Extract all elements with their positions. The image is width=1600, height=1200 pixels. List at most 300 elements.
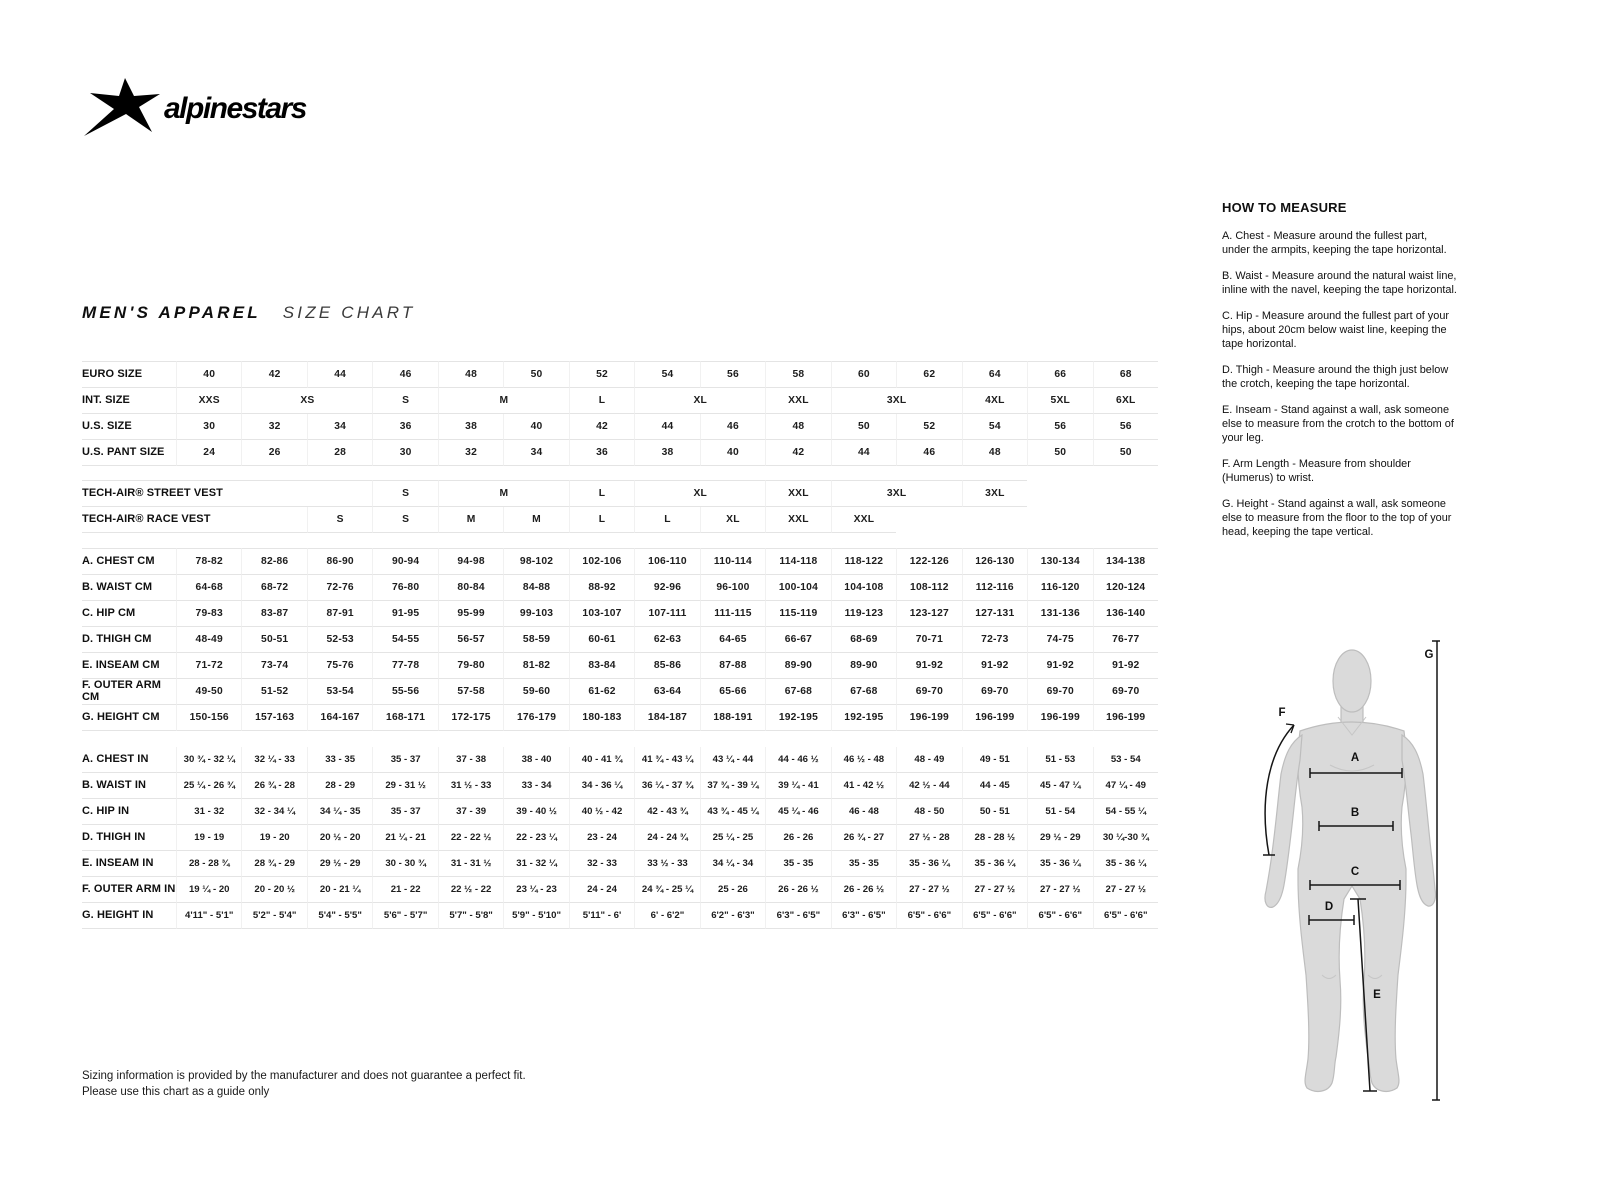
row-label: A. CHEST CM [82, 548, 176, 575]
table-cell: L [569, 480, 634, 507]
table-cell: 84-88 [503, 575, 568, 601]
table-cell: 76-77 [1093, 627, 1158, 653]
table-cell: 6XL [1093, 388, 1158, 414]
table-cell: 35 - 36 ¼ [962, 851, 1027, 877]
table-cell: 26 - 26 [765, 825, 830, 851]
table-cell: 5XL [1027, 388, 1092, 414]
table-cell: 89-90 [831, 653, 896, 679]
table-cell: 51-52 [241, 679, 306, 705]
table-cell: 24 [176, 440, 241, 466]
table-cell: 42 [241, 361, 306, 388]
table-cell: 56 [1027, 414, 1092, 440]
table-cell: 44 [307, 361, 372, 388]
table-cell: 136-140 [1093, 601, 1158, 627]
table-cell: 123-127 [896, 601, 961, 627]
table-cell: S [372, 507, 437, 533]
table-cell: 45 - 47 ¼ [1027, 773, 1092, 799]
table-cell: 91-92 [1027, 653, 1092, 679]
footer-line2: Please use this chart as a guide only [82, 1086, 270, 1098]
table-cell: 45 ¼ - 46 [765, 799, 830, 825]
table-cell: 49 - 51 [962, 747, 1027, 773]
table-cell: 29 - 31 ½ [372, 773, 437, 799]
silhouette-torso-legs [1298, 722, 1406, 1091]
table-cell: 41 - 42 ½ [831, 773, 896, 799]
table-cell: 114-118 [765, 548, 830, 575]
table-cell: 25 - 26 [700, 877, 765, 903]
table-cell: XXL [831, 507, 896, 533]
table-cell: 35 - 36 ¼ [1093, 851, 1158, 877]
table-cell: 88-92 [569, 575, 634, 601]
table-cell: 62 [896, 361, 961, 388]
table-cell: 22 ½ - 22 [438, 877, 503, 903]
table-cell: 131-136 [1027, 601, 1092, 627]
table-cell: 91-92 [962, 653, 1027, 679]
table-cell: 67-68 [765, 679, 830, 705]
table-cell: 6'3" - 6'5" [831, 903, 896, 929]
row-label: C. HIP IN [82, 799, 176, 825]
table-cell: 25 ¼ - 26 ¾ [176, 773, 241, 799]
row-label: F. OUTER ARM CM [82, 679, 176, 705]
table-cell: 157-163 [241, 705, 306, 731]
table-row [82, 773, 1158, 799]
table-cell: 26 ¾ - 27 [831, 825, 896, 851]
table-cell: L [634, 507, 699, 533]
row-label: INT. SIZE [82, 388, 176, 414]
table-cell: 36 [569, 440, 634, 466]
table-row [82, 679, 1158, 705]
table-cell: 38 [634, 440, 699, 466]
table-cell: 50 - 51 [962, 799, 1027, 825]
table-cell: 91-92 [896, 653, 961, 679]
table-cell: 192-195 [831, 705, 896, 731]
table-row [82, 627, 1158, 653]
table-cell: 54 - 55 ¼ [1093, 799, 1158, 825]
table-cell: 56-57 [438, 627, 503, 653]
table-cell: 28 - 29 [307, 773, 372, 799]
table-cell: 36 [372, 414, 437, 440]
table-cell: 66 [1027, 361, 1092, 388]
row-label: B. WAIST IN [82, 773, 176, 799]
table-cell: 118-122 [831, 548, 896, 575]
table-cell: 66-67 [765, 627, 830, 653]
table-cell: 5'7" - 5'8" [438, 903, 503, 929]
table-cell: 63-64 [634, 679, 699, 705]
table-row [82, 877, 1158, 903]
table-cell: XL [700, 507, 765, 533]
table-cell: 100-104 [765, 575, 830, 601]
row-label: D. THIGH CM [82, 627, 176, 653]
table-cell: 30 ¾ - 32 ¼ [176, 747, 241, 773]
table-cell: 39 - 40 ½ [503, 799, 568, 825]
body-diagram [1230, 613, 1440, 1123]
silhouette-head [1333, 650, 1371, 712]
table-cell: 196-199 [1027, 705, 1092, 731]
table-cell: 40 [176, 361, 241, 388]
table-cell: 81-82 [503, 653, 568, 679]
table-cell: 19 - 19 [176, 825, 241, 851]
table-cell: 59-60 [503, 679, 568, 705]
table-cell: M [438, 388, 569, 414]
table-cell [1027, 480, 1158, 507]
table-cell: XL [634, 388, 765, 414]
table-cell: 95-99 [438, 601, 503, 627]
table-cell: 44 [831, 440, 896, 466]
table-cell: 47 ¼ - 49 [1093, 773, 1158, 799]
table-cell: 3XL [831, 480, 962, 507]
table-cell: 87-91 [307, 601, 372, 627]
table-cell: 31 - 31 ½ [438, 851, 503, 877]
table-cell: 19 ¼ - 20 [176, 877, 241, 903]
table-cell: 62-63 [634, 627, 699, 653]
table-cell: 57-58 [438, 679, 503, 705]
table-cell: S [307, 507, 372, 533]
table-cell: 56 [700, 361, 765, 388]
table-cell: 41 ¾ - 43 ¼ [634, 747, 699, 773]
table-cell: 44 - 46 ½ [765, 747, 830, 773]
table-cell: 94-98 [438, 548, 503, 575]
table-cell: XXL [765, 388, 830, 414]
table-cell: 83-84 [569, 653, 634, 679]
row-label: G. HEIGHT CM [82, 705, 176, 731]
table-cell: 73-74 [241, 653, 306, 679]
table-cell: 6'5" - 6'6" [1027, 903, 1092, 929]
measure-paragraph: D. Thigh - Measure around the thigh just below the crotch, keeping the tape horizontal. [1222, 364, 1449, 390]
title-main: MEN'S APPAREL [82, 303, 261, 322]
table-cell: 176-179 [503, 705, 568, 731]
table-row [82, 601, 1158, 627]
table-row [82, 653, 1158, 679]
row-label: U.S. SIZE [82, 414, 176, 440]
row-label: E. INSEAM IN [82, 851, 176, 877]
table-cell: 164-167 [307, 705, 372, 731]
table-cell: 85-86 [634, 653, 699, 679]
table-cell: 35 - 35 [765, 851, 830, 877]
table-cell: 127-131 [962, 601, 1027, 627]
table-cell: 188-191 [700, 705, 765, 731]
row-label: E. INSEAM CM [82, 653, 176, 679]
footer-line1: Sizing information is provided by the manufacturer and does not guarantee a perfect fit. [82, 1070, 526, 1082]
table-cell: 71-72 [176, 653, 241, 679]
table-cell: 30 [176, 414, 241, 440]
table-cell: 72-76 [307, 575, 372, 601]
table-cell: 70-71 [896, 627, 961, 653]
measure-paragraph: G. Height - Stand against a wall, ask someone else to measure from the floor to the top of your head, keeping the tape vertical. [1222, 498, 1452, 538]
table-cell: 172-175 [438, 705, 503, 731]
table-cell: 48-49 [176, 627, 241, 653]
logo [78, 74, 358, 140]
table-row [82, 851, 1158, 877]
table-cell: 64 [962, 361, 1027, 388]
row-label: B. WAIST CM [82, 575, 176, 601]
table-cell: 116-120 [1027, 575, 1092, 601]
table-cell: 27 ½ - 28 [896, 825, 961, 851]
table-cell: 55-56 [372, 679, 437, 705]
table-cell: 61-62 [569, 679, 634, 705]
table-cell: 122-126 [896, 548, 961, 575]
table-cell: 30 [372, 440, 437, 466]
table-cell: 31 - 32 ¼ [503, 851, 568, 877]
table-cell: 20 - 21 ¼ [307, 877, 372, 903]
table-cell: 83-87 [241, 601, 306, 627]
table-cell: 30 - 30 ¾ [372, 851, 437, 877]
table-cell: 3XL [962, 480, 1027, 507]
table-cell: 67-68 [831, 679, 896, 705]
table-row [82, 480, 1158, 507]
table-cell: 34 ¼ - 34 [700, 851, 765, 877]
table-cell: 40 [700, 440, 765, 466]
table-cell: 112-116 [962, 575, 1027, 601]
table-cell: 30 ¼-30 ¾ [1093, 825, 1158, 851]
row-label: G. HEIGHT IN [82, 903, 176, 929]
table-cell: 69-70 [962, 679, 1027, 705]
measure-panel [1222, 200, 1458, 552]
table-cell: 196-199 [962, 705, 1027, 731]
table-cell: 196-199 [896, 705, 961, 731]
table-cell: 32 [438, 440, 503, 466]
table-cell: 79-80 [438, 653, 503, 679]
table-cell: 60 [831, 361, 896, 388]
table-cell: 69-70 [896, 679, 961, 705]
table-cell: 196-199 [1093, 705, 1158, 731]
table-cell: 5'4" - 5'5" [307, 903, 372, 929]
table-cell: 65-66 [700, 679, 765, 705]
table-cell: 32 [241, 414, 306, 440]
table-row [82, 903, 1158, 929]
table-cell: 119-123 [831, 601, 896, 627]
table-cell: 80-84 [438, 575, 503, 601]
table-cell: 31 ½ - 33 [438, 773, 503, 799]
table-cell: 21 ¼ - 21 [372, 825, 437, 851]
table-cell: 51 - 53 [1027, 747, 1092, 773]
measure-paragraph: C. Hip - Measure around the fullest part of your hips, about 20cm below waist line, keeping the tape horizontal. [1222, 310, 1449, 350]
table-cell: 4'11" - 5'1" [176, 903, 241, 929]
table-cell: 26 - 26 ½ [765, 877, 830, 903]
table-group-in [82, 747, 1158, 929]
table-cell: 107-111 [634, 601, 699, 627]
table-cell: 58-59 [503, 627, 568, 653]
table-cell: 35 - 37 [372, 747, 437, 773]
table-cell: 37 - 39 [438, 799, 503, 825]
table-cell: 27 - 27 ½ [1093, 877, 1158, 903]
table-cell: 5'6" - 5'7" [372, 903, 437, 929]
table-cell: 39 ¼ - 41 [765, 773, 830, 799]
table-cell: S [372, 480, 437, 507]
table-cell: 54 [962, 414, 1027, 440]
table-cell: 64-65 [700, 627, 765, 653]
row-label: C. HIP CM [82, 601, 176, 627]
table-cell: XS [241, 388, 372, 414]
table-group-cm [82, 548, 1158, 731]
table-cell: 50 [1027, 440, 1092, 466]
table-cell: 27 - 27 ½ [1027, 877, 1092, 903]
table-cell: 102-106 [569, 548, 634, 575]
table-cell: 51 - 54 [1027, 799, 1092, 825]
table-cell: 69-70 [1027, 679, 1092, 705]
table-cell: 6'3" - 6'5" [765, 903, 830, 929]
table-cell: 126-130 [962, 548, 1027, 575]
measure-label-a: A [1350, 752, 1360, 764]
table-cell: 120-124 [1093, 575, 1158, 601]
table-cell: 150-156 [176, 705, 241, 731]
table-cell: 4XL [962, 388, 1027, 414]
table-cell: 21 - 22 [372, 877, 437, 903]
table-cell: M [438, 480, 569, 507]
table-cell: 130-134 [1027, 548, 1092, 575]
table-cell: 43 ¼ - 44 [700, 747, 765, 773]
table-cell: 42 [765, 440, 830, 466]
table-cell: 52 [569, 361, 634, 388]
table-cell: 86-90 [307, 548, 372, 575]
table-cell: 28 - 28 ½ [962, 825, 1027, 851]
row-label: F. OUTER ARM IN [82, 877, 176, 903]
table-cell: 6'5" - 6'6" [896, 903, 961, 929]
table-row [82, 705, 1158, 731]
table-cell: 29 ½ - 29 [1027, 825, 1092, 851]
table-cell: 35 - 36 ¼ [896, 851, 961, 877]
row-label: A. CHEST IN [82, 747, 176, 773]
table-cell: 77-78 [372, 653, 437, 679]
table-cell: 26 - 26 ½ [831, 877, 896, 903]
table-cell: 24 - 24 [569, 877, 634, 903]
table-group-sizes [82, 361, 1158, 466]
table-cell: 35 - 36 ¼ [1027, 851, 1092, 877]
table-cell: 6'5" - 6'6" [1093, 903, 1158, 929]
table-cell: 184-187 [634, 705, 699, 731]
table-cell: 92-96 [634, 575, 699, 601]
table-cell: 96-100 [700, 575, 765, 601]
table-cell: 50-51 [241, 627, 306, 653]
table-cell [176, 507, 307, 533]
table-cell: 52-53 [307, 627, 372, 653]
table-row [82, 799, 1158, 825]
table-cell: 35 - 35 [831, 851, 896, 877]
silhouette-left-arm [1265, 735, 1302, 907]
row-label: TECH-AIR® STREET VEST [82, 480, 176, 507]
table-cell: 103-107 [569, 601, 634, 627]
table-cell: 54-55 [372, 627, 437, 653]
table-cell: 74-75 [1027, 627, 1092, 653]
table-cell: 27 - 27 ½ [896, 877, 961, 903]
table-row [82, 575, 1158, 601]
table-cell: 20 - 20 ½ [241, 877, 306, 903]
measure-label-g: G [1424, 649, 1434, 661]
table-cell: 68-69 [831, 627, 896, 653]
table-cell: 34 - 36 ¼ [569, 773, 634, 799]
table-cell: 5'11" - 6' [569, 903, 634, 929]
table-cell: M [503, 507, 568, 533]
table-cell: 72-73 [962, 627, 1027, 653]
table-cell: 78-82 [176, 548, 241, 575]
table-cell: 42 - 43 ¾ [634, 799, 699, 825]
table-cell: 42 ½ - 44 [896, 773, 961, 799]
table-cell: 26 ¾ - 28 [241, 773, 306, 799]
table-cell: 23 ¼ - 23 [503, 877, 568, 903]
measure-paragraph: F. Arm Length - Measure from shoulder (Humerus) to wrist. [1222, 458, 1411, 484]
table-cell: 33 ½ - 33 [634, 851, 699, 877]
table-cell: S [372, 388, 437, 414]
table-cell: 98-102 [503, 548, 568, 575]
row-label: U.S. PANT SIZE [82, 440, 176, 466]
table-cell: 46 ½ - 48 [831, 747, 896, 773]
silhouette-right-arm [1402, 735, 1436, 906]
table-cell: 27 - 27 ½ [962, 877, 1027, 903]
table-cell: XL [634, 480, 765, 507]
table-cell: 28 [307, 440, 372, 466]
table-cell [896, 507, 1158, 533]
table-cell: L [569, 388, 634, 414]
table-cell: 50 [1093, 440, 1158, 466]
table-cell: 53 - 54 [1093, 747, 1158, 773]
footer-disclaimer [82, 1068, 526, 1100]
table-cell: 48 - 50 [896, 799, 961, 825]
table-cell: 19 - 20 [241, 825, 306, 851]
table-cell: 48 - 49 [896, 747, 961, 773]
table-cell: 111-115 [700, 601, 765, 627]
table-group-vests [82, 480, 1158, 533]
table-cell: 34 ¼ - 35 [307, 799, 372, 825]
table-cell: 5'9" - 5'10" [503, 903, 568, 929]
table-cell: 82-86 [241, 548, 306, 575]
table-row [82, 440, 1158, 466]
table-cell: 56 [1093, 414, 1158, 440]
table-cell: 99-103 [503, 601, 568, 627]
table-cell: 91-95 [372, 601, 437, 627]
table-cell: 64-68 [176, 575, 241, 601]
measure-label-f: F [1278, 707, 1286, 719]
table-cell: 76-80 [372, 575, 437, 601]
table-row [82, 388, 1158, 414]
table-row [82, 361, 1158, 388]
table-cell: M [438, 507, 503, 533]
measure-label-e: E [1373, 989, 1381, 1001]
table-cell: 32 - 34 ¼ [241, 799, 306, 825]
table-cell: 180-183 [569, 705, 634, 731]
table-cell: 90-94 [372, 548, 437, 575]
table-cell: 110-114 [700, 548, 765, 575]
table-cell: 24 ¾ - 25 ¼ [634, 877, 699, 903]
table-cell: 75-76 [307, 653, 372, 679]
table-cell: 46 [372, 361, 437, 388]
table-cell: 25 ¼ - 25 [700, 825, 765, 851]
table-cell: 26 [241, 440, 306, 466]
measure-paragraph: A. Chest - Measure around the fullest part, under the armpits, keeping the tape horizontal. [1222, 230, 1447, 256]
measure-paragraph: E. Inseam - Stand against a wall, ask someone else to measure from the crotch to the bottom of your leg. [1222, 404, 1454, 444]
table-cell: 44 [634, 414, 699, 440]
table-cell: 37 - 38 [438, 747, 503, 773]
table-cell: 49-50 [176, 679, 241, 705]
measure-paragraphs [1222, 230, 1458, 539]
table-row [82, 747, 1158, 773]
row-label: D. THIGH IN [82, 825, 176, 851]
table-cell: 104-108 [831, 575, 896, 601]
table-cell: 50 [831, 414, 896, 440]
table-cell: 87-88 [700, 653, 765, 679]
table-cell: 28 - 28 ¾ [176, 851, 241, 877]
table-cell: 40 [503, 414, 568, 440]
page-title [82, 303, 416, 323]
table-cell: 52 [896, 414, 961, 440]
table-cell: 48 [438, 361, 503, 388]
table-cell: 36 ¼ - 37 ¾ [634, 773, 699, 799]
table-cell: XXL [765, 480, 830, 507]
table-cell: 32 - 33 [569, 851, 634, 877]
title-sub: SIZE CHART [282, 303, 416, 322]
table-cell: 46 [700, 414, 765, 440]
table-row [82, 507, 1158, 533]
table-cell: 38 - 40 [503, 747, 568, 773]
logo-wordmark: alpinestars [164, 92, 306, 125]
table-cell: 68 [1093, 361, 1158, 388]
